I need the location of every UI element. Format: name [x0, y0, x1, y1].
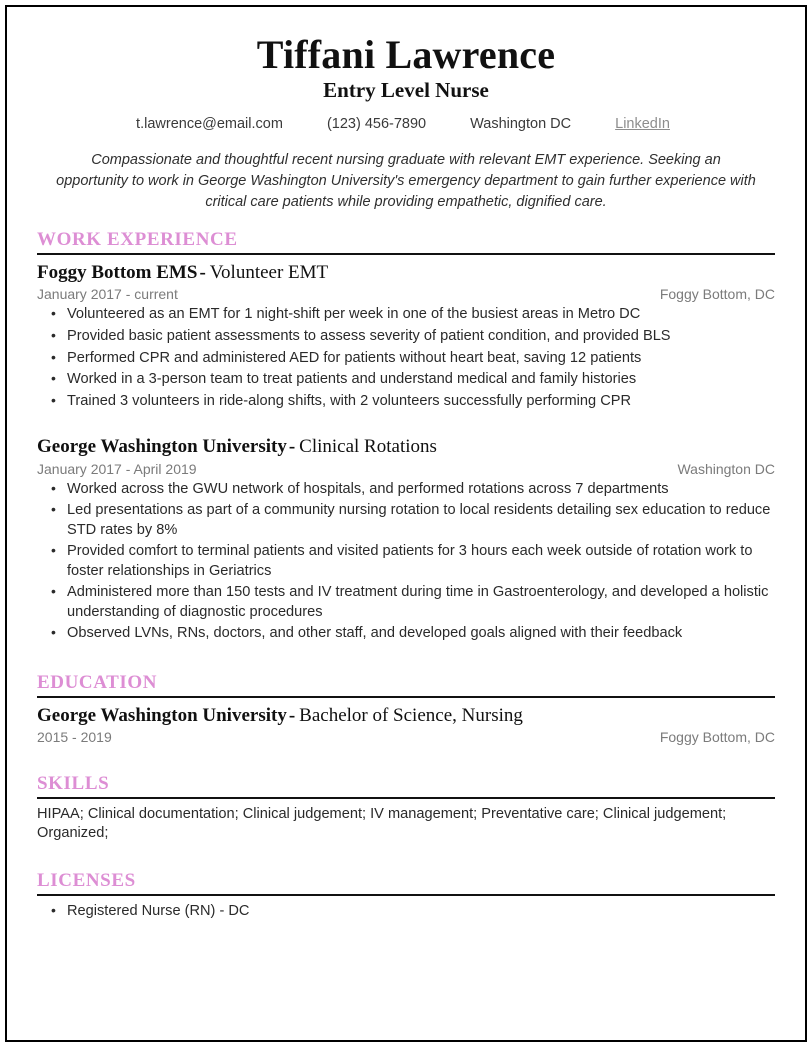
list-item: • Trained 3 volunteers in ride-along shifts, with 2 volunteers successfully performing CPR: [37, 392, 775, 412]
heading-separator: -: [199, 262, 206, 284]
experience-heading: [37, 261, 775, 285]
spacer: [37, 417, 775, 435]
list-item: • Provided basic patient assessments to assess severity of patient condition, and provided BLS: [37, 327, 775, 347]
spacer: [37, 650, 775, 672]
section-education: [37, 672, 775, 745]
section-licenses: [37, 870, 775, 921]
section-title-work-experience: WORK EXPERIENCE: [37, 229, 238, 251]
page-title: Tiffani Lawrence: [256, 32, 556, 77]
experience-heading: [37, 435, 775, 459]
contact-phone[interactable]: (123) 456-7890: [326, 116, 427, 133]
list-item: • Provided comfort to terminal patients and visited patients for 3 hours each week outside of rotation work to foster relationships in Geriatrics: [37, 542, 775, 581]
resume-header: [37, 33, 775, 132]
contact-linkedin-link[interactable]: LinkedIn: [615, 116, 670, 133]
list-item: • Volunteered as an EMT for 1 night-shift per week in one of the busiest areas in Metro DC: [37, 305, 775, 325]
skills-text: HIPAA; Clinical documentation; Clinical judgement; IV management; Preventative care; Clinical judgement; Organized;: [37, 805, 727, 842]
heading-separator: -: [288, 704, 296, 726]
experience-meta: [37, 286, 775, 302]
education-heading: [37, 704, 775, 728]
section-divider: [37, 253, 775, 255]
experience-meta: [37, 461, 775, 477]
resume-page: [5, 5, 807, 1042]
education-degree: Bachelor of Science, Nursing: [299, 704, 523, 726]
section-divider: [37, 797, 775, 799]
experience-dates: January 2017 - current: [37, 286, 178, 303]
licenses-list: [37, 902, 775, 922]
header-job-title: Entry Level Nurse: [323, 78, 489, 103]
resume-content: [7, 7, 805, 921]
experience-dates: January 2017 - April 2019: [37, 460, 197, 477]
education-meta: [37, 729, 775, 745]
list-item: • Administered more than 150 tests and IV treatment during time in Gastroenterology, and developed a holistic understanding of diagnostic procedures: [37, 583, 775, 622]
list-item: • Worked in a 3-person team to treat patients and understand medical and family histories: [37, 370, 775, 390]
section-title-education: EDUCATION: [37, 671, 158, 693]
education-entry: [37, 704, 775, 745]
education-institution: George Washington University: [37, 704, 287, 726]
experience-location: Washington DC: [677, 460, 775, 477]
experience-bullet-list: [37, 480, 775, 644]
experience-entry: [37, 261, 775, 411]
education-dates: 2015 - 2019: [37, 729, 112, 746]
section-title-licenses: LICENSES: [37, 870, 136, 891]
professional-summary: Compassionate and thoughtful recent nursing graduate with relevant EMT experience. Seeking an opportunity to work in George Washington University's emergency department to gain further experience with critical care patients while providing empathetic, dignified care.: [56, 152, 756, 211]
experience-bullet-list: [37, 305, 775, 411]
spacer: [37, 751, 775, 773]
list-item: • Performed CPR and administered AED for patients without heart beat, saving 12 patients: [37, 349, 775, 369]
experience-organization: Foggy Bottom EMS: [37, 262, 198, 284]
experience-role: Clinical Rotations: [299, 436, 437, 458]
list-item: • Observed LVNs, RNs, doctors, and other staff, and developed goals aligned with their feedback: [37, 624, 775, 644]
experience-location: Foggy Bottom, DC: [659, 286, 775, 303]
section-work-experience: [37, 229, 775, 644]
section-divider: [37, 696, 775, 698]
section-skills: [37, 773, 775, 844]
experience-organization: George Washington University: [37, 436, 287, 458]
education-location: Foggy Bottom, DC: [659, 729, 775, 746]
list-item: • Worked across the GWU network of hospitals, and performed rotations across 7 departments: [37, 480, 775, 500]
contact-location: Washington DC: [470, 116, 572, 133]
section-divider: [37, 894, 775, 896]
list-item: • Registered Nurse (RN) - DC: [37, 902, 775, 922]
contact-email[interactable]: t.lawrence@email.com: [136, 116, 283, 133]
heading-separator: -: [288, 436, 296, 458]
section-title-skills: SKILLS: [37, 773, 110, 795]
experience-entry: [37, 435, 775, 644]
contact-row: [37, 116, 775, 132]
spacer: [37, 848, 775, 870]
list-item: • Led presentations as part of a community nursing rotation to local residents detailing sex education to reduce STD rates by 8%: [37, 501, 775, 540]
experience-role: Volunteer EMT: [209, 262, 329, 284]
